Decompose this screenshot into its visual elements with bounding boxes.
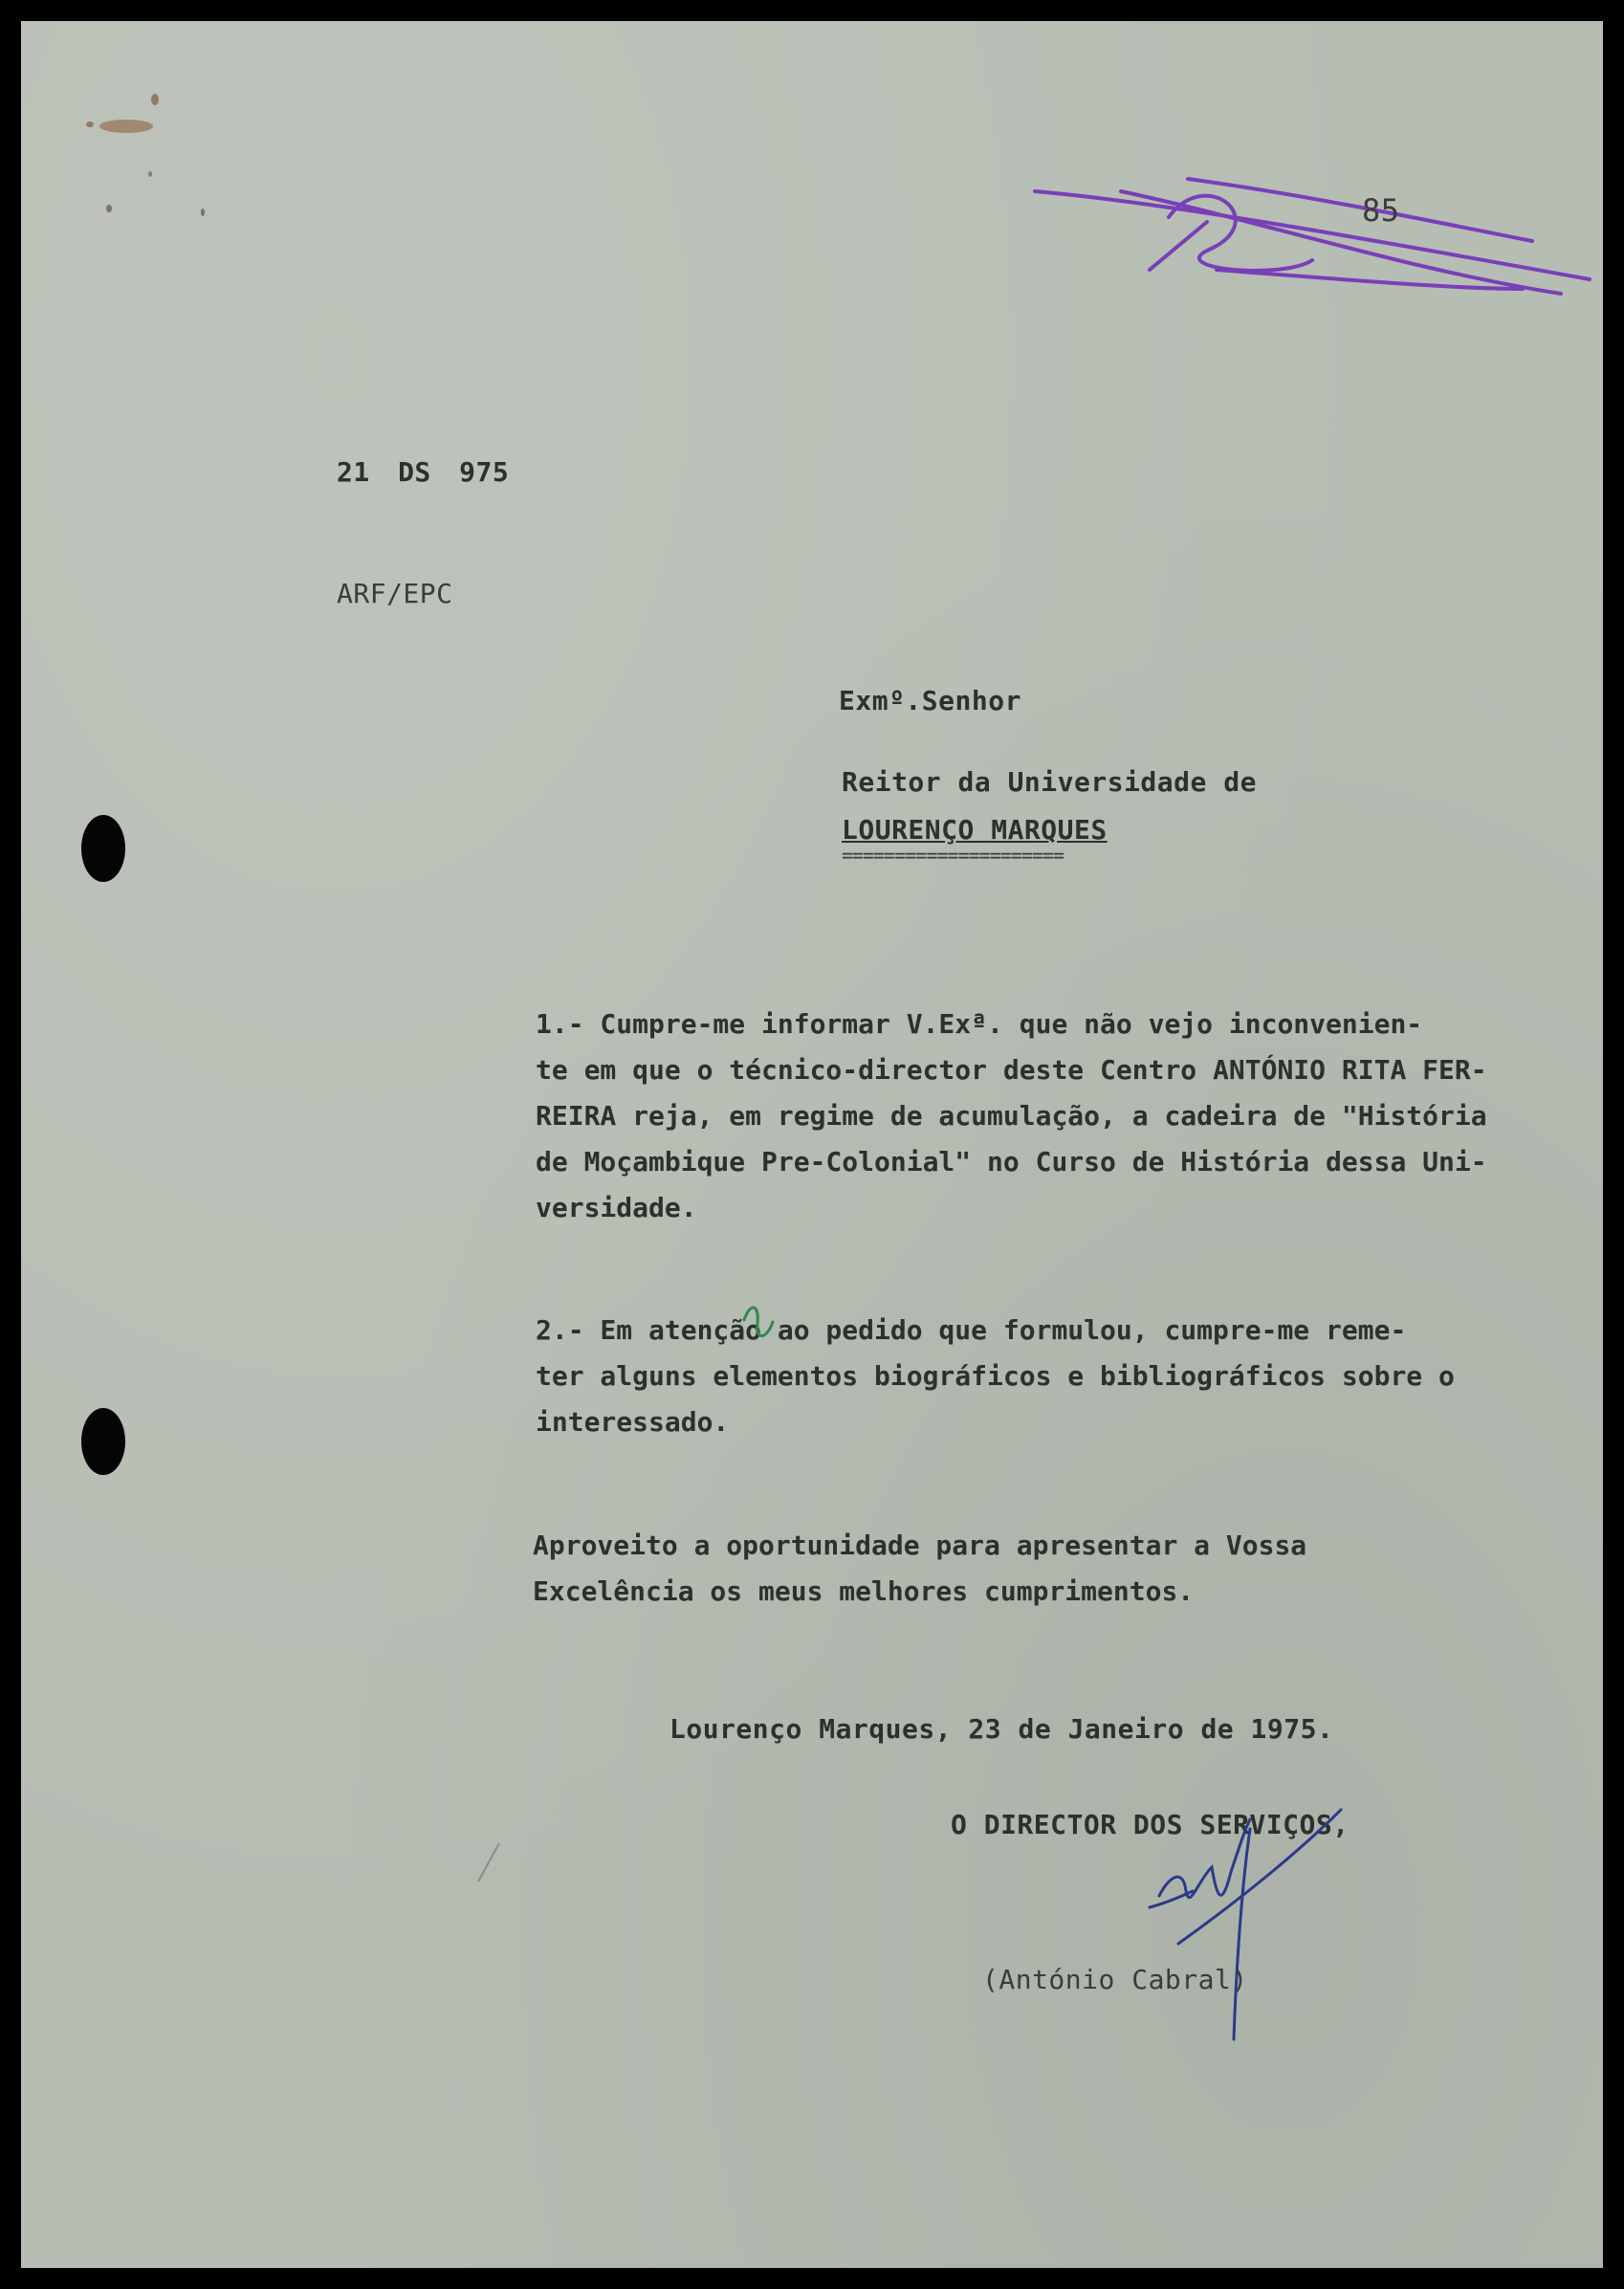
punch-hole-top: [81, 815, 125, 882]
paragraph-2: [536, 1308, 1497, 1445]
punch-hole-bottom: [81, 1408, 125, 1475]
paragraph-line: ter alguns elementos biográficos e bibliográficos sobre o: [536, 1360, 1455, 1392]
addressee-title: Reitor da Universidade de: [842, 766, 1257, 798]
paragraph-1: [536, 1001, 1497, 1231]
paragraph-line: REIRA reja, em regime de acumulação, a cadeira de "História: [536, 1100, 1487, 1132]
reference-number: 21 DS 975: [337, 456, 510, 488]
paragraph-line: te em que o técnico-director deste Centro ANTÓNIO RITA FER-: [536, 1054, 1487, 1086]
signatory-name: (António Cabral): [982, 1964, 1248, 1995]
paragraph-line: 1.- Cumpre-me informar V.Exª. que não vejo inconvenien-: [536, 1008, 1423, 1040]
place-date: Lourenço Marques, 23 de Janeiro de 1975.: [669, 1713, 1334, 1745]
paragraph-line: interessado.: [536, 1406, 730, 1438]
paragraph-line: versidade.: [536, 1192, 697, 1223]
addressee-city: LOURENÇO MARQUES: [842, 814, 1108, 846]
sender-initials: ARF/EPC: [337, 578, 453, 609]
paragraph-line: 2.- Em atenção ao pedido que formulou, cumpre-me reme-: [536, 1314, 1407, 1346]
closing-paragraph: [533, 1523, 1494, 1615]
document-page: [21, 21, 1603, 2268]
paragraph-line: de Moçambique Pre-Colonial" no Curso de História dessa Uni-: [536, 1146, 1487, 1178]
paragraph-line: Aproveito a oportunidade para apresentar a Vossa: [533, 1530, 1307, 1561]
page-number: 85: [1362, 192, 1400, 229]
signatory-title: O DIRECTOR DOS SERVIÇOS,: [951, 1809, 1350, 1840]
paragraph-line: Excelência os meus melhores cumprimentos.: [533, 1575, 1195, 1607]
city-double-underline: =====================: [842, 844, 1064, 867]
addressee-salutation: Exmº.Senhor: [839, 685, 1021, 716]
